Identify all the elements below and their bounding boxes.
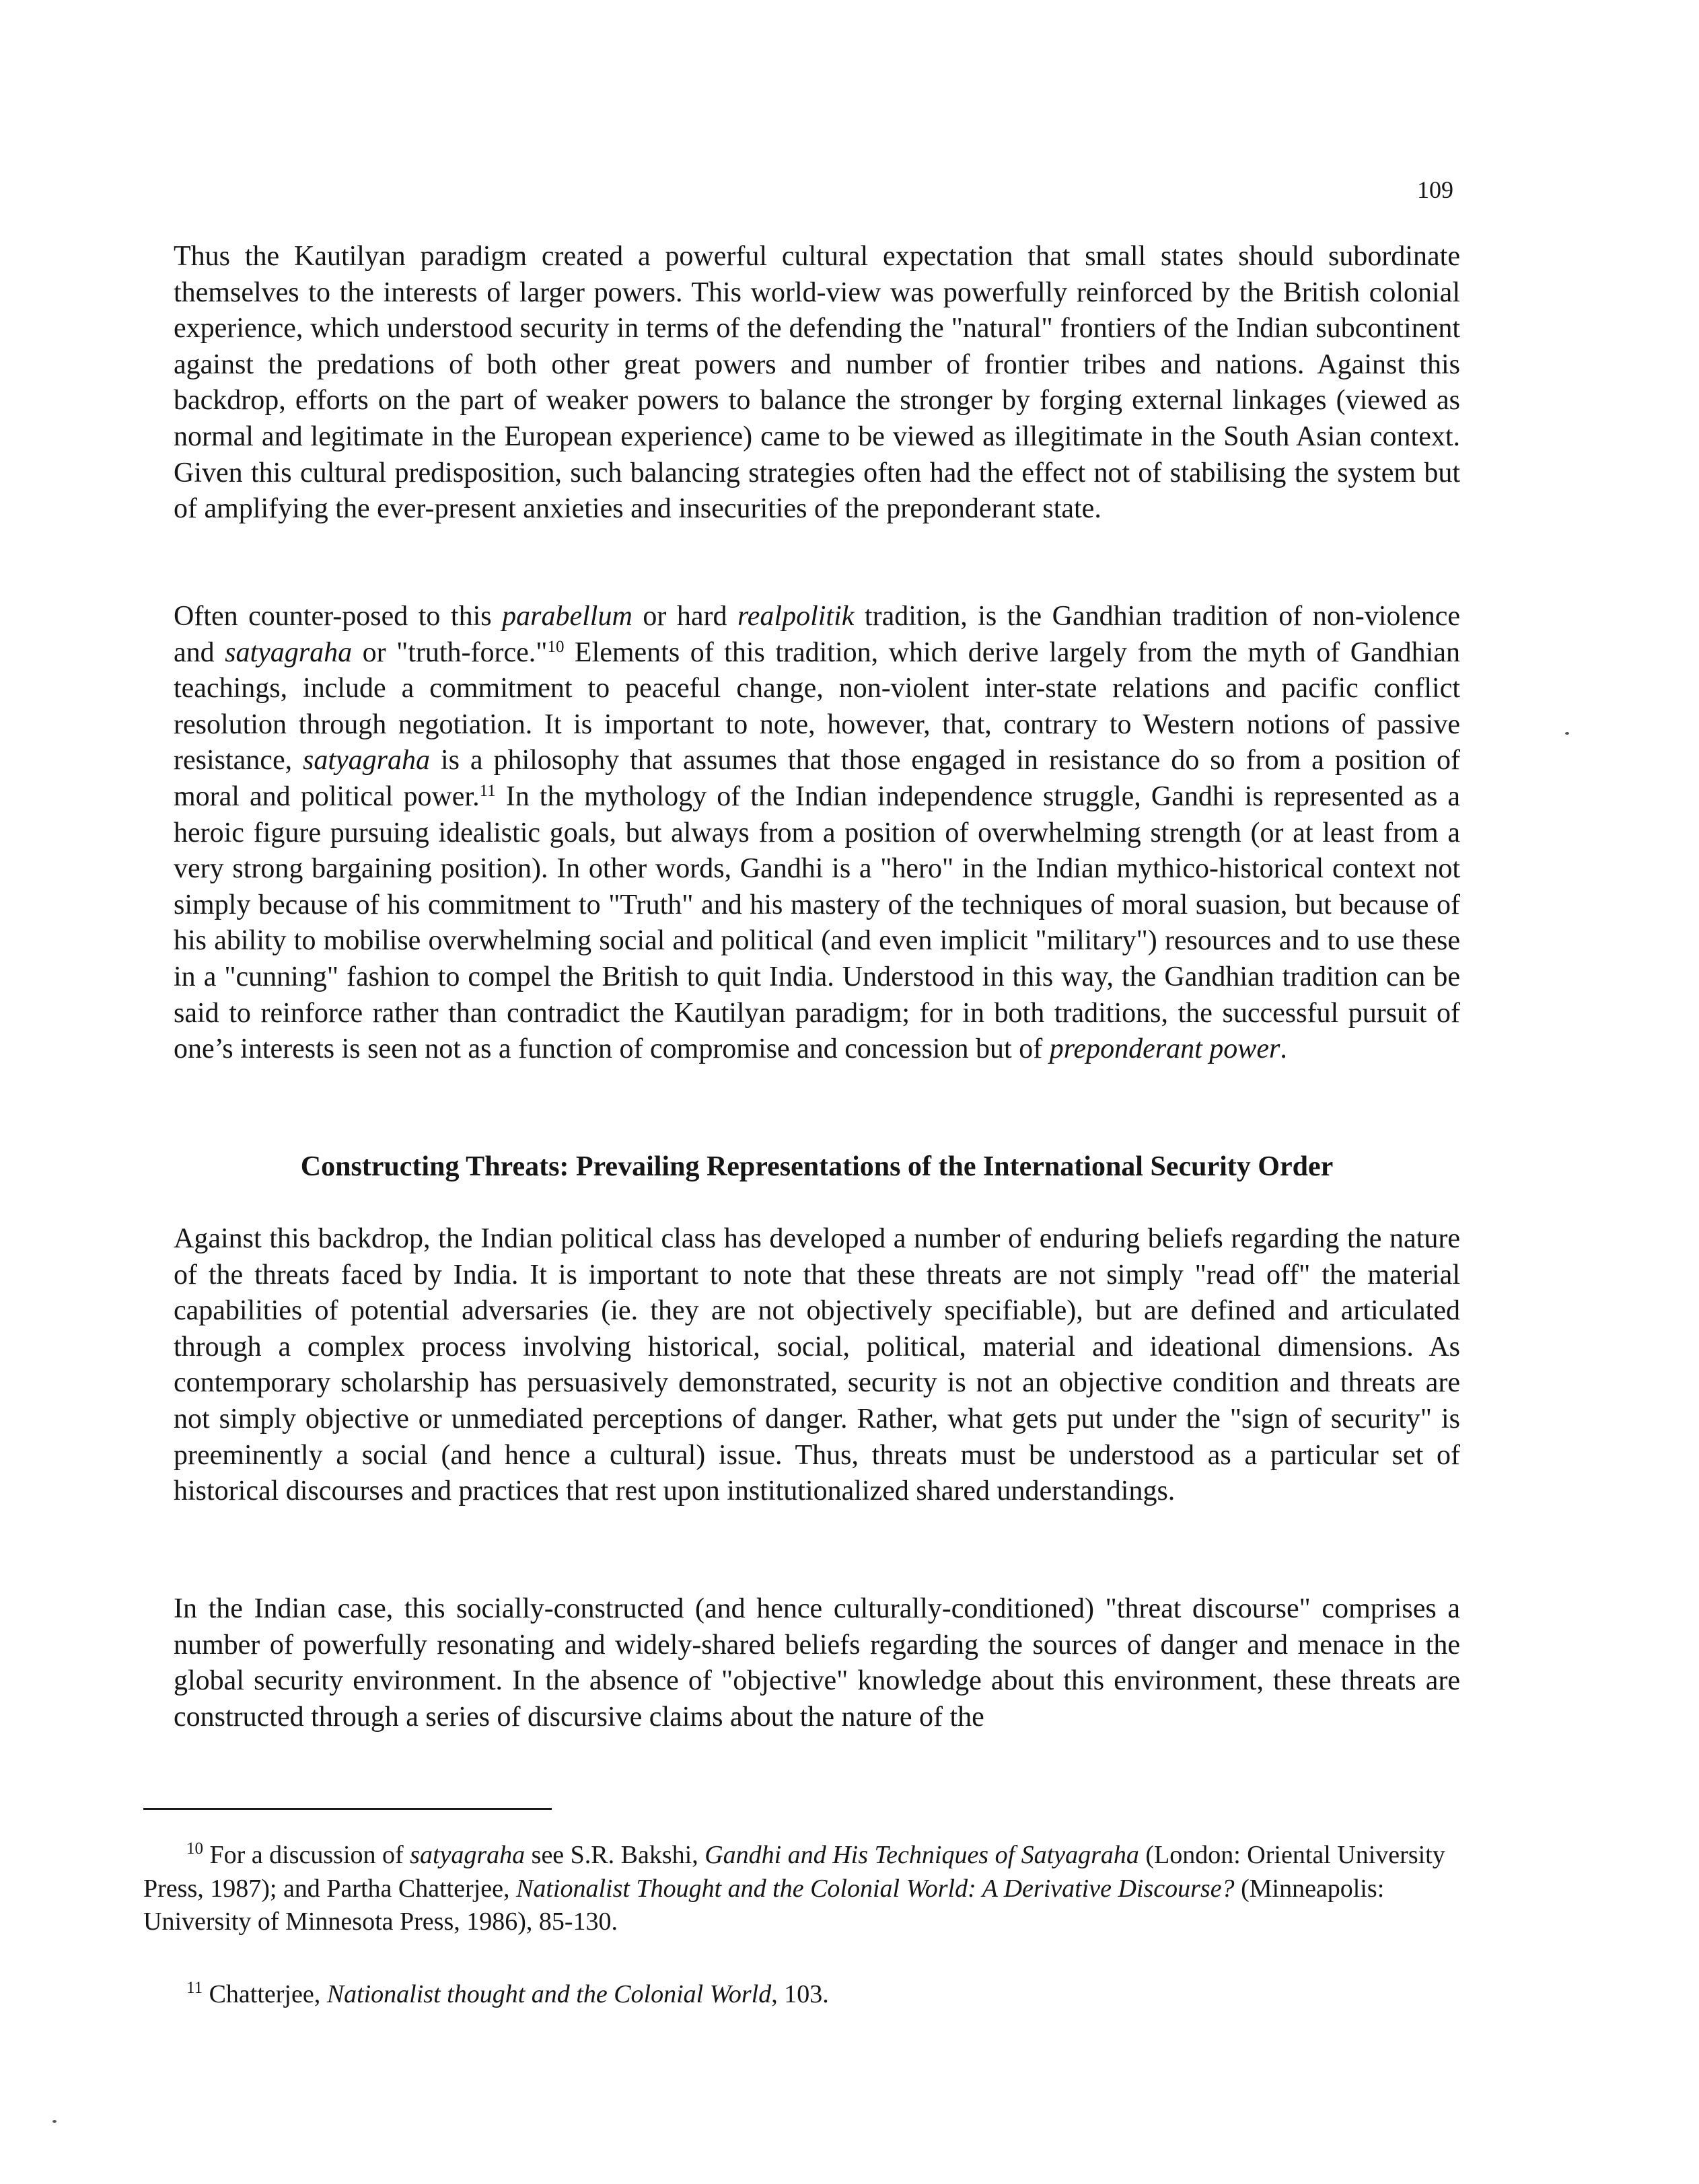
text-run: (London: Oriental University Press, 1987); and Partha Chatterjee, [143, 1841, 1445, 1903]
text-run: , 103. [771, 1980, 829, 2008]
text-run: Elements of this tradition, which derive largely from the myth of Gandhian teachings, include a commitment to peaceful change, non-violent inter-state relations and pacific conflict resolution through negotiation. It is important to note, however, that, contrary to Western notions of passive resistance, [174, 636, 1460, 776]
text-run: Chatterjee, [203, 1980, 327, 2008]
text-run: is a philosophy that assumes that those engaged in resistance do so from a position of moral and political power. [174, 745, 1460, 812]
text-run: tradition, is the Gandhian tradition of non-violence and [174, 601, 1460, 668]
italic-term: parabellum [502, 601, 632, 632]
paragraph-threat-beliefs: Against this backdrop, the Indian political class has developed a number of enduring beliefs regarding the nature of the threats faced by India. It is important to note that these threats are not simply "read off" the material capabilities of potential adversaries (ie. they are not objectively specifiable), but are defined and articulated through a complex process involving historical, social, political, material and ideational dimensions. As contemporary scholarship has persuasively demonstrated, security is not an objective condition and threats are not simply objective or unmediated perceptions of danger. Rather, what gets put under the "sign of security" is preeminently a social (and hence a cultural) issue. Thus, threats must be understood as a particular set of historical discourses and practices that rest upon institutionalized shared understandings. [174, 1223, 1460, 1507]
footnote-reference-10: 10 [547, 637, 565, 656]
text-run: (Minneapolis: University of Minnesota Press, 1986), 85-130. [143, 1874, 1385, 1936]
paragraph-gandhian-tradition [174, 599, 1460, 1068]
italic-term: satyagraha [225, 636, 353, 668]
italic-term: realpolitik [737, 601, 855, 632]
paragraph-kautilyan-paradigm: Thus the Kautilyan paradigm created a powerful cultural expectation that small states should subordinate themselves to the interests of larger powers. This world-view was powerfully reinforced by the British colonial experience, which understood security in terms of the defending the "natural" frontiers of the Indian subcontinent against the predations of both other great powers and number of frontier tribes and nations. Against this backdrop, efforts on the part of weaker powers to balance the stronger by forging external linkages (viewed as normal and legitimate in the European experience) came to be viewed as illegitimate in the South Asian context. Given this cultural predisposition, such balancing strategies often had the effect not of stabilising the system but of amplifying the ever-present anxieties and insecurities of the preponderant state. [174, 241, 1460, 525]
page-number: 109 [1417, 176, 1453, 203]
footnote-indent [143, 1980, 186, 2008]
book-title: Nationalist Thought and the Colonial World: A Derivative Discourse? [516, 1874, 1235, 1903]
scan-speck [52, 2120, 57, 2123]
footnote-11 [143, 1978, 1460, 2012]
footnote-divider [143, 1808, 552, 1810]
text-run: Often counter-posed to this [174, 601, 503, 632]
text-run: or hard [632, 601, 737, 632]
section-heading: Constructing Threats: Prevailing Representations of the International Security Order [300, 1151, 1334, 1182]
text-run: . [1280, 1033, 1287, 1065]
text-run: see S.R. Bakshi, [525, 1841, 705, 1869]
footnote-mark: 10 [186, 1840, 203, 1858]
footnote-10 [143, 1839, 1460, 1939]
italic-term: satyagraha [410, 1841, 526, 1869]
text-run: In the mythology of the Indian independence struggle, Gandhi is represented as a heroic figure pursuing idealistic goals, but always from a position of overwhelming strength (or at least from a very strong bargaining position). In other words, Gandhi is a "hero" in the Indian mythico-historical context not simply because of his commitment to "Truth" and his mastery of the techniques of moral suasion, but because of his ability to mobilise overwhelming social and political (and even implicit "military") resources and to use these in a "cunning" fashion to compel the British to quit India. Understood in this way, the Gandhian tradition can be said to reinforce rather than contradict the Kautilyan paradigm; for in both traditions, the successful pursuit of one’s interests is seen not as a function of compromise and concession but of [174, 780, 1460, 1065]
book-title: Nationalist thought and the Colonial World [326, 1980, 772, 2008]
book-title: Gandhi and His Techniques of Satyagraha [704, 1841, 1139, 1869]
italic-term: preponderant power [1049, 1033, 1280, 1065]
footnote-mark: 11 [186, 1979, 203, 1997]
paragraph-threat-discourse: In the Indian case, this socially-constructed (and hence culturally-conditioned) "threat discourse" comprises a number of powerfully resonating and widely-shared beliefs regarding the sources of danger and menace in the global security environment. In the absence of "objective" knowledge about this environment, these threats are constructed through a series of discursive claims about the nature of the [174, 1593, 1460, 1733]
footnote-indent [143, 1841, 186, 1869]
text-run: For a discussion of [203, 1841, 410, 1869]
text-run: or "truth-force." [352, 636, 548, 668]
scan-speck [1565, 732, 1569, 735]
italic-term: satyagraha [303, 745, 431, 776]
footnote-reference-11: 11 [479, 781, 496, 800]
